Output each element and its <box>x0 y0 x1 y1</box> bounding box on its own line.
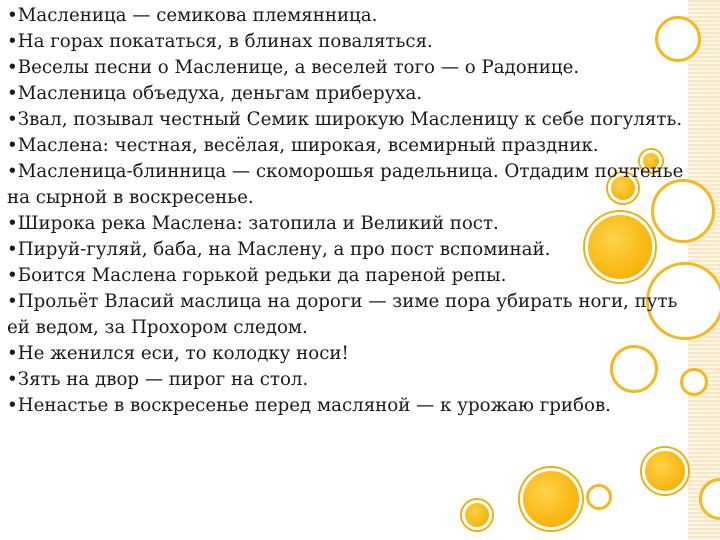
bullet: • <box>7 265 18 286</box>
proverb-item <box>7 159 697 211</box>
bullet: • <box>7 135 18 156</box>
proverb-item <box>7 55 697 81</box>
proverb-item <box>7 81 697 107</box>
decorative-circle <box>462 500 492 530</box>
proverb-text: Масленица-блинница — скоморошья радельница. Отдадим почтенье на сырной в воскресенье. <box>7 161 684 208</box>
proverb-item <box>7 211 697 237</box>
proverb-text: Не женился еси, то колодку носи! <box>17 343 349 364</box>
proverb-item <box>7 341 697 367</box>
proverb-text: Масленица — семикова племянница. <box>17 5 378 26</box>
proverb-item <box>7 393 697 419</box>
bullet: • <box>7 369 18 390</box>
proverb-item <box>7 289 697 341</box>
bullet: • <box>7 343 18 364</box>
proverb-text: На горах покататься, в блинах поваляться. <box>17 31 433 52</box>
bullet: • <box>7 31 18 52</box>
proverb-text: Пируй-гуляй, баба, на Маслену, а про пост вспоминай. <box>17 239 551 260</box>
bullet: • <box>7 83 18 104</box>
proverb-text: Масленица объедуха, деньгам приберуха. <box>17 83 423 104</box>
bullet: • <box>7 395 18 416</box>
bullet: • <box>7 57 18 78</box>
bullet: • <box>7 161 18 182</box>
proverb-item <box>7 29 697 55</box>
proverb-text: Зять на двор — пирог на стол. <box>17 369 309 390</box>
proverb-item <box>7 133 697 159</box>
proverb-item <box>7 107 697 133</box>
proverb-text: Маслена: честная, весёлая, широкая, всемирный праздник. <box>17 135 599 156</box>
bullet: • <box>7 213 18 234</box>
proverb-item <box>7 237 697 263</box>
proverb-item <box>7 367 697 393</box>
proverb-item <box>7 263 697 289</box>
bullet: • <box>7 239 18 260</box>
proverbs-list <box>7 3 697 419</box>
bullet: • <box>7 109 18 130</box>
proverb-text: Звал, позывал честный Семик широкую Масленицу к себе погулять. <box>17 109 683 130</box>
proverb-text: Прольёт Власий маслица на дороги — зиме пора убирать ноги, путь ей ведом, за Прохором следом. <box>7 291 678 338</box>
proverb-item <box>7 3 697 29</box>
proverb-text: Веселы песни о Масленице, а веселей того — о Радонице. <box>17 57 580 78</box>
bullet: • <box>7 291 18 312</box>
proverb-text: Ненастье в воскресенье перед масляной — к урожаю грибов. <box>17 395 611 416</box>
bullet: • <box>7 5 18 26</box>
decorative-circle <box>520 468 582 530</box>
decorative-circle <box>642 448 688 494</box>
proverb-text: Боится Маслена горькой редьки да пареной репы. <box>17 265 507 286</box>
proverb-text: Широка река Маслена: затопила и Великий пост. <box>17 213 499 234</box>
decorative-circle <box>586 484 612 510</box>
